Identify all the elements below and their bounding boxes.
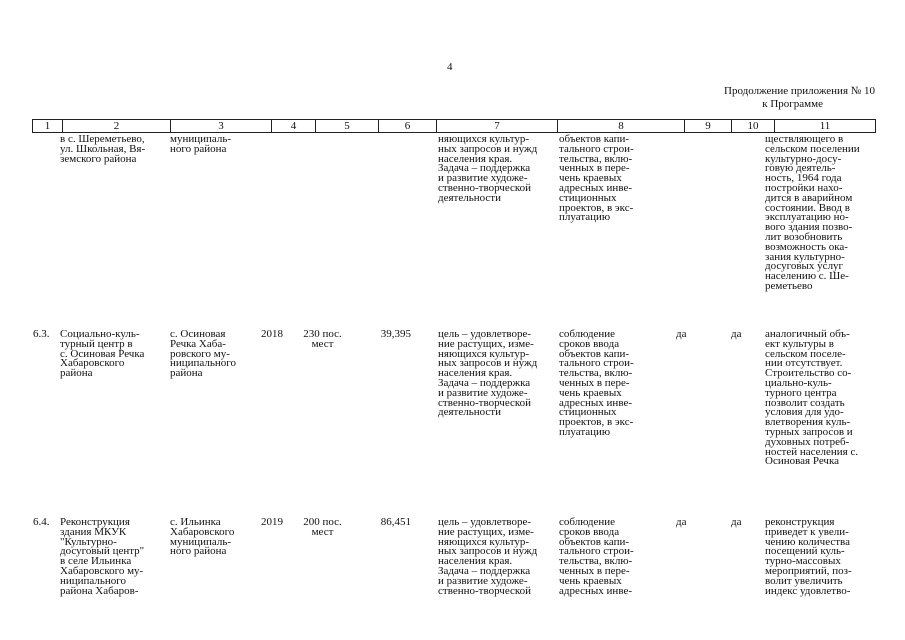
row-1-goal: цель – удовлетворе- ние растущих, изме- няющихся культур- ных запросов и нужд населения края. Задача – поддержка и развитие художе- ственно-творческой деятельности	[438, 328, 538, 419]
header-col-2: 2	[63, 120, 171, 132]
row-1-number: 6.3.	[33, 328, 50, 340]
row-0-location: муниципаль- ного района	[170, 133, 232, 155]
continuation-line-1: Продолжение приложения № 10	[724, 85, 875, 97]
header-col-3: 3	[171, 120, 272, 132]
header-col-4: 4	[272, 120, 316, 132]
header-col-5: 5	[316, 120, 379, 132]
row-0-name: в с. Шереметьево, ул. Школьная, Вя- земского района	[60, 133, 146, 165]
row-1-location: с. Осиновая Речка Хаба- ровского му- ниципального района	[170, 328, 237, 380]
row-1-places: 230 пос. мест	[303, 328, 342, 350]
row-0-goal: няющихся культур- ных запросов и нужд населения края. Задача – поддержка и развитие художе- ственно-творческой деятельности	[438, 133, 538, 204]
row-2-cost: 86,451	[380, 516, 411, 528]
continuation-caption	[655, 85, 875, 111]
row-2-number: 6.4.	[33, 516, 50, 528]
row-2-goal: цель – удовлетворе- ние растущих, изме- няющихся культур- ных запросов и нужд населения края. Задача – поддержка и развитие художе- ственно-творческой	[438, 516, 538, 597]
row-2-places: 200 пос. мест	[303, 516, 342, 538]
header-col-7: 7	[437, 120, 558, 132]
row-2-col-9: да	[676, 516, 687, 528]
continuation-line-2: к Программе	[762, 98, 823, 110]
row-0-indicator: объектов капи- тального строи- тельства, вклю- ченных в пере- чень краевых адресных инве- стиционных проектов, в экс- плуатацию	[559, 133, 634, 224]
table-header-row	[32, 119, 876, 133]
header-col-6: 6	[379, 120, 437, 132]
header-col-11: 11	[819, 120, 831, 132]
row-0-note: ществляющего в сельском поселении культурно-досу- говую деятель- ность, 1964 года постройки нахо- дится в аварийном состоянии. Ввод в эксплуатацию но- вого здания позво- лит возобновить возможность ока- зания культурно- досуговых услуг населению с. Ше- реметьево	[765, 133, 860, 292]
page-number: 4	[447, 61, 453, 73]
header-col-1: 1	[33, 120, 63, 132]
row-1-cost: 39,395	[380, 328, 411, 340]
row-2-col-10: да	[731, 516, 742, 528]
row-2-note: реконструкция приведет к увели- чению количества посещений куль- турно-массовых мероприятий, поз- волит увеличить индекс удовлетво-	[765, 516, 852, 597]
row-1-note: аналогичный объ- ект культуры в сельском поселе- нии отсутствует. Строительство со- циально-куль- турного центра позволит создать условия для удо- влетворения куль- турных запросов и духовных потреб- ностей населения с. Осиновая Речка	[765, 328, 859, 468]
header-col-10: 10	[732, 120, 775, 132]
row-1-col-10: да	[731, 328, 742, 340]
row-2-location: с. Ильинка Хабаровского муниципаль- ного района	[170, 516, 235, 558]
row-1-year: 2018	[261, 328, 283, 340]
row-1-col-9: да	[676, 328, 687, 340]
row-1-name: Социально-куль- турный центр в с. Осиновая Речка Хабаровского района	[60, 328, 145, 380]
header-col-8: 8	[558, 120, 685, 132]
header-col-9: 9	[685, 120, 732, 132]
row-2-name: Реконструкция здания МКУК "Культурно- досуговый центр" в селе Ильинка Хабаровского му- ниципального района Хабаров-	[60, 516, 145, 597]
row-2-indicator: соблюдение сроков ввода объектов капи- тального строи- тельства, вклю- ченных в пере- чень краевых адресных инве-	[559, 516, 634, 597]
row-1-indicator: соблюдение сроков ввода объектов капи- тального строи- тельства, вклю- ченных в пере- чень краевых адресных инве- стиционных проектов, в экс- плуатацию	[559, 328, 634, 438]
row-2-year: 2019	[261, 516, 283, 528]
